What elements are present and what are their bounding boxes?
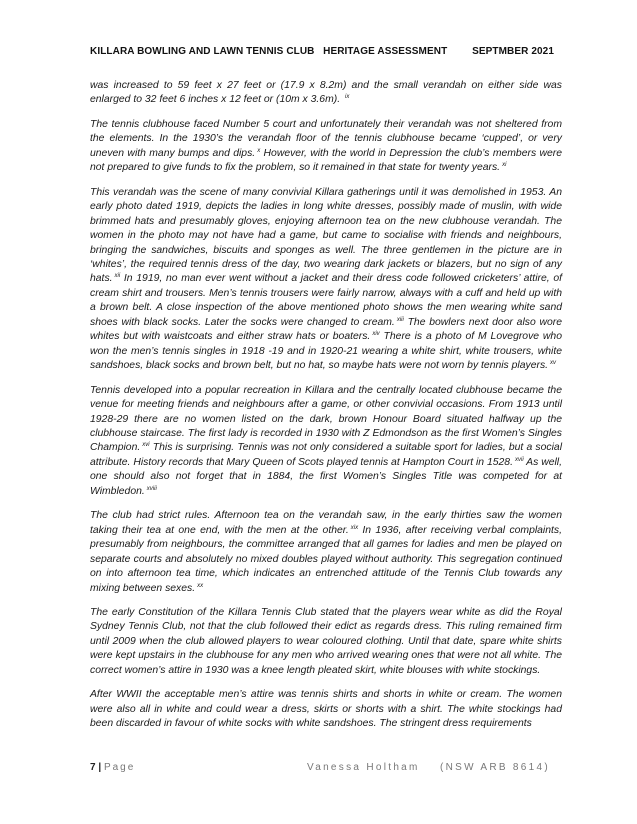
paragraph-text: The club had strict rules. Afternoon tea on the verandah saw, in the early thirties saw the women taking their tea at one end, with the men at the other. (90, 510, 562, 536)
paragraph-text: was increased to 59 feet x 27 feet or (17.9 x 8.2m) and the small verandah on either side was enlarged to 32 feet 6 inches x 12 feet or (10m x 3.6m). (90, 80, 562, 106)
endnote-marker: xi (502, 162, 507, 169)
document-title: KILLARA BOWLING AND LAWN TENNIS CLUB HERITAGE ASSESSMENT (90, 46, 448, 57)
paragraph-text: In 1936, after receiving verbal complaints, presumably from neighbours, the committee arranged that all games for ladies and men be played on separate courts and absolutely no mixed doubles played without authority. This segregation continued on into afternoon tea time, which indicates an entrenched attitude of the Tennis Club towards any mixing between sexes. (90, 524, 562, 594)
endnote-marker: x (257, 147, 261, 154)
endnote-marker: xvi (142, 442, 150, 449)
paragraph-text: This verandah was the scene of many convivial Killara gatherings until it was demolished in 1953. An early photo dated 1919, depicts the ladies in long white dresses, possibly made of muslin, with wide brimmed hats and presumably gloves, enjoying afternoon tea on the new clubhouse verandah. The women in the photo may not have had a game, but came to socialise with friends and neighbours, bringing the sandwiches, biscuits and sponges as well. The three gentlemen in the picture are in ‘whites’, the required tennis dress of the day, two wearing dark jackets or blazers, but no sign of any hats. (90, 186, 562, 285)
page-label: Page (103, 762, 136, 773)
paragraph (90, 79, 562, 108)
endnote-marker: xix (350, 524, 359, 531)
paragraph-text: The early Constitution of the Killara Tennis Club stated that the players wear white as did the Royal Sydney Tennis Club, not that the club followed their edict as regards dress. This ruling remained firm until 2009 when the club allowed players to wear coloured clothing. Until that date, spare white shirts were kept upstairs in the clubhouse for any men who arrived wearing ones that were not all white. The correct women’s attire in 1930 was a knee length pleated skirt, white blouses with white stockings. (90, 606, 562, 676)
paragraph-text: In 1919, no man ever went without a jacket and their dress code followed cricketers’ attire, of cream shirt and trousers. Men’s tennis trousers were fairly narrow, always with a cuff and held up with a brown belt. A close inspection of the above mentioned photo shows the men wearing white sand shoes with black socks. Later the socks were changed to cream. (90, 273, 562, 328)
endnote-marker: ix (344, 94, 350, 101)
document-date: SEPTMBER 2021 (472, 46, 554, 57)
endnote-marker: xvii (514, 456, 524, 463)
paragraph (90, 688, 562, 731)
paragraph (90, 509, 562, 596)
paragraph-text: However, with the world in Depression the club’s members were not prepared to give funds to fix the problem, so it remained in that state for twenty years. (90, 147, 563, 174)
paragraph-text: As well, one should also not forget that in 1884, the first Women’s Singles Title was competed for at Wimbledon. (90, 456, 562, 497)
page-footer (90, 762, 554, 776)
author-credit: Vanessa Holtham (NSW ARB 8614) (306, 762, 550, 773)
paragraph-text: This is surprising. Tennis was not only considered a suitable sport for ladies, but a social attribute. History records that Mary Queen of Scots played tennis at Hampton Court in 1528. (90, 442, 562, 468)
endnote-marker: xiii (396, 316, 404, 323)
page-indicator (90, 762, 135, 773)
paragraph-text: The tennis clubhouse faced Number 5 court and unfortunately their verandah was not sheltered from the elements. In the 1930’s the verandah floor of the tennis clubhouse became ‘cupped’, or very uneven with many bumps and dips. (90, 118, 562, 159)
paragraph-text: After WWII the acceptable men’s attire was tennis shirts and shorts in white or cream. The women were also all in white and could wear a dress, skirts or shorts with a shirt. The white stockings had been discarded in favour of white socks with white sandshoes. The stringent dress requirements (90, 689, 562, 730)
paragraph-text: The bowlers next door also wore whites but with waistcoats and either straw hats or boaters. (90, 316, 562, 343)
document-body (90, 79, 562, 732)
paragraph-text: Tennis developed into a popular recreation in Killara and the centrally located clubhouse became the venue for meeting friends and neighbours after a game, or other convivial occasions. From 1913 until 1928-29 there are no women listed on the dark, brown Honour Board situated halfway up the clubhouse staircase. The first lady is recorded in 1930 with Z Edmondson as the first Women’s Singles Champion. (90, 384, 562, 454)
endnote-marker: xx (197, 582, 204, 589)
paragraph (90, 384, 562, 500)
endnote-marker: xviii (146, 485, 157, 492)
paragraph (90, 186, 562, 374)
endnote-marker: xv (550, 360, 557, 367)
page-number: 7 (90, 762, 96, 773)
endnote-marker: xiv (372, 331, 380, 338)
paragraph (90, 118, 562, 176)
paragraph (90, 606, 562, 678)
page-separator: | (98, 762, 102, 773)
endnote-marker: xii (114, 273, 121, 280)
paragraph-text: There is a photo of M Lovegrove who won the men’s tennis singles in 1918 -19 and in 1920-21 wearing a white shirt, white trousers, white sandshoes, black socks and brown belt, but no hat, so maybe hats were not worn by tennis players. (90, 331, 562, 372)
